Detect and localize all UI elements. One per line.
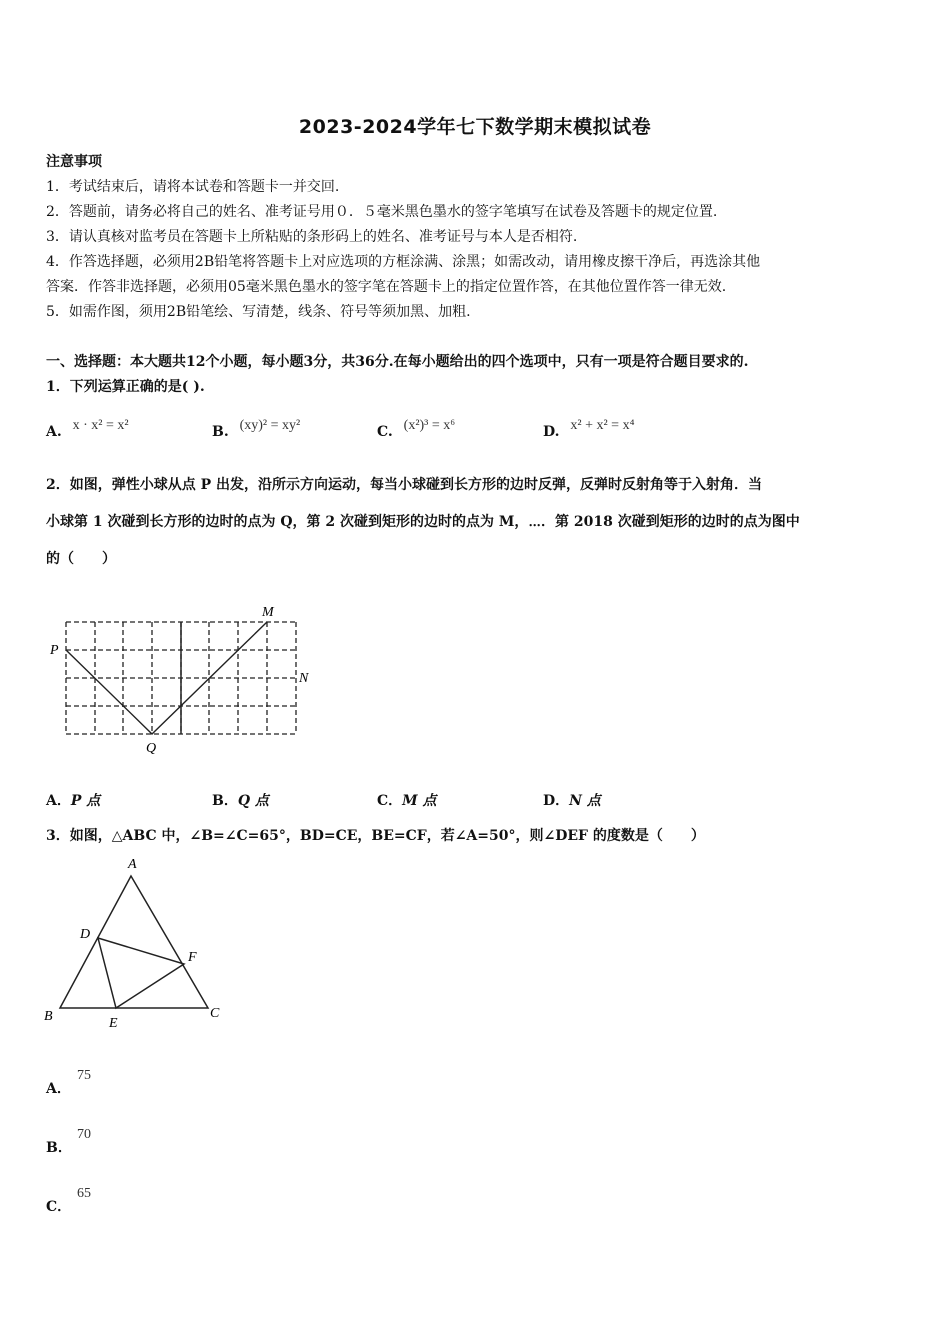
q3-label-d: D (80, 927, 91, 942)
q2-option-b-label: B． (212, 793, 238, 809)
q2-stem-line-2: 小球第 1 次碰到长方形的边时的点为 Q，第 2 次碰到矩形的边时的点为 M，⋯．第 2018 次碰到矩形的边时的点为图中 (46, 514, 800, 530)
q1-option-c-expr: (x²)³ = x⁶ (403, 418, 456, 433)
q2-stem-line-1: 2．如图，弹性小球从点 P 出发，沿所示方向运动，每当小球碰到长方形的边时反弹，反弹时反射角等于入射角．当 (46, 477, 763, 493)
q2-option-b[interactable] (212, 790, 269, 810)
notice-item-2: 2．答题前，请务必将自己的姓名、准考证号用０．５毫米黑色墨水的签字笔填写在试卷及答题卡的规定位置. (46, 204, 718, 220)
q3-option-b[interactable] (46, 1127, 91, 1157)
q2-label-q: Q (146, 741, 157, 756)
q3-option-c-label: C． (46, 1199, 72, 1215)
q3-label-f: F (188, 950, 197, 965)
q2-label-p: P (50, 643, 59, 658)
q1-option-a[interactable] (46, 418, 129, 441)
q1-stem: 1．下列运算正确的是( ). (46, 379, 205, 395)
q2-option-c[interactable] (377, 790, 437, 810)
page-title: 2023-2024学年七下数学期末模拟试卷 (298, 116, 652, 138)
notice-item-1: 1．考试结束后，请将本试卷和答题卡一并交回. (46, 179, 340, 195)
q1-option-c[interactable] (377, 418, 456, 441)
q1-option-b-expr: (xy)² = xy² (239, 418, 301, 433)
notice-item-3: 3．请认真核对监考员在答题卡上所粘贴的条形码上的姓名、准考证号与本人是否相符. (46, 229, 578, 245)
q1-option-d-label: D. (543, 424, 560, 440)
q1-option-d-expr: x² + x² = x⁴ (570, 418, 635, 433)
q3-option-b-value: 70 (77, 1127, 91, 1142)
q1-option-a-label: A. (46, 424, 62, 440)
q2-figure (44, 596, 324, 760)
q2-label-m: M (262, 605, 274, 620)
q1-option-a-expr: x · x² = x² (72, 418, 129, 433)
q3-option-a[interactable] (46, 1068, 91, 1098)
q1-option-d[interactable] (543, 418, 635, 441)
q3-option-b-label: B． (46, 1140, 72, 1156)
q2-option-a[interactable] (46, 790, 100, 810)
section-heading: 一、选择题：本大题共12个小题，每小题3分，共36分.在每小题给出的四个选项中，只有一项是符合题目要求的. (46, 354, 749, 370)
q3-option-c[interactable] (46, 1186, 91, 1216)
q3-triangle-def (98, 938, 184, 1008)
q1-option-c-label: C. (377, 424, 393, 440)
q2-option-c-text: M 点 (402, 793, 437, 809)
q2-option-c-label: C． (377, 793, 403, 809)
q3-option-a-value: 75 (77, 1068, 91, 1083)
notice-item-4: 4．作答选择题，必须用2B铅笔将答题卡上对应选项的方框涂满、涂黑；如需改动，请用橡皮擦干净后，再选涂其他 (46, 254, 761, 270)
q3-label-a: A (128, 857, 137, 872)
notice-item-4-cont: 答案．作答非选择题，必须用05毫米黑色墨水的签字笔在答题卡上的指定位置作答，在其他位置作答一律无效. (46, 279, 727, 295)
q2-option-d[interactable] (543, 790, 601, 810)
q2-label-n: N (299, 671, 309, 686)
q2-stem-line-3: 的（ ） (46, 551, 116, 567)
q3-label-c: C (210, 1006, 220, 1021)
q3-triangle-abc (60, 876, 208, 1008)
q3-label-b: B (44, 1009, 53, 1024)
q3-stem: 3．如图，△ABC 中，∠B=∠C=65°，BD=CE，BE=CF，若∠A=50°，则∠DEF 的度数是（ ） (46, 828, 705, 844)
q2-option-d-text: N 点 (569, 793, 601, 809)
notice-item-5: 5．如需作图，须用2B铅笔绘、写清楚，线条、符号等须加黑、加粗. (46, 304, 471, 320)
q1-option-b-label: B. (212, 424, 229, 440)
q1-option-b[interactable] (212, 418, 301, 441)
q2-option-a-text: P 点 (70, 793, 101, 809)
q2-option-a-label: A． (46, 793, 71, 809)
q2-option-b-text: Q 点 (237, 793, 269, 809)
q3-option-c-value: 65 (77, 1186, 91, 1201)
q3-figure (40, 850, 240, 1035)
q3-option-a-label: A． (46, 1081, 71, 1097)
q2-option-d-label: D． (543, 793, 570, 809)
notice-heading: 注意事项 (46, 154, 102, 170)
q3-label-e: E (109, 1016, 118, 1031)
